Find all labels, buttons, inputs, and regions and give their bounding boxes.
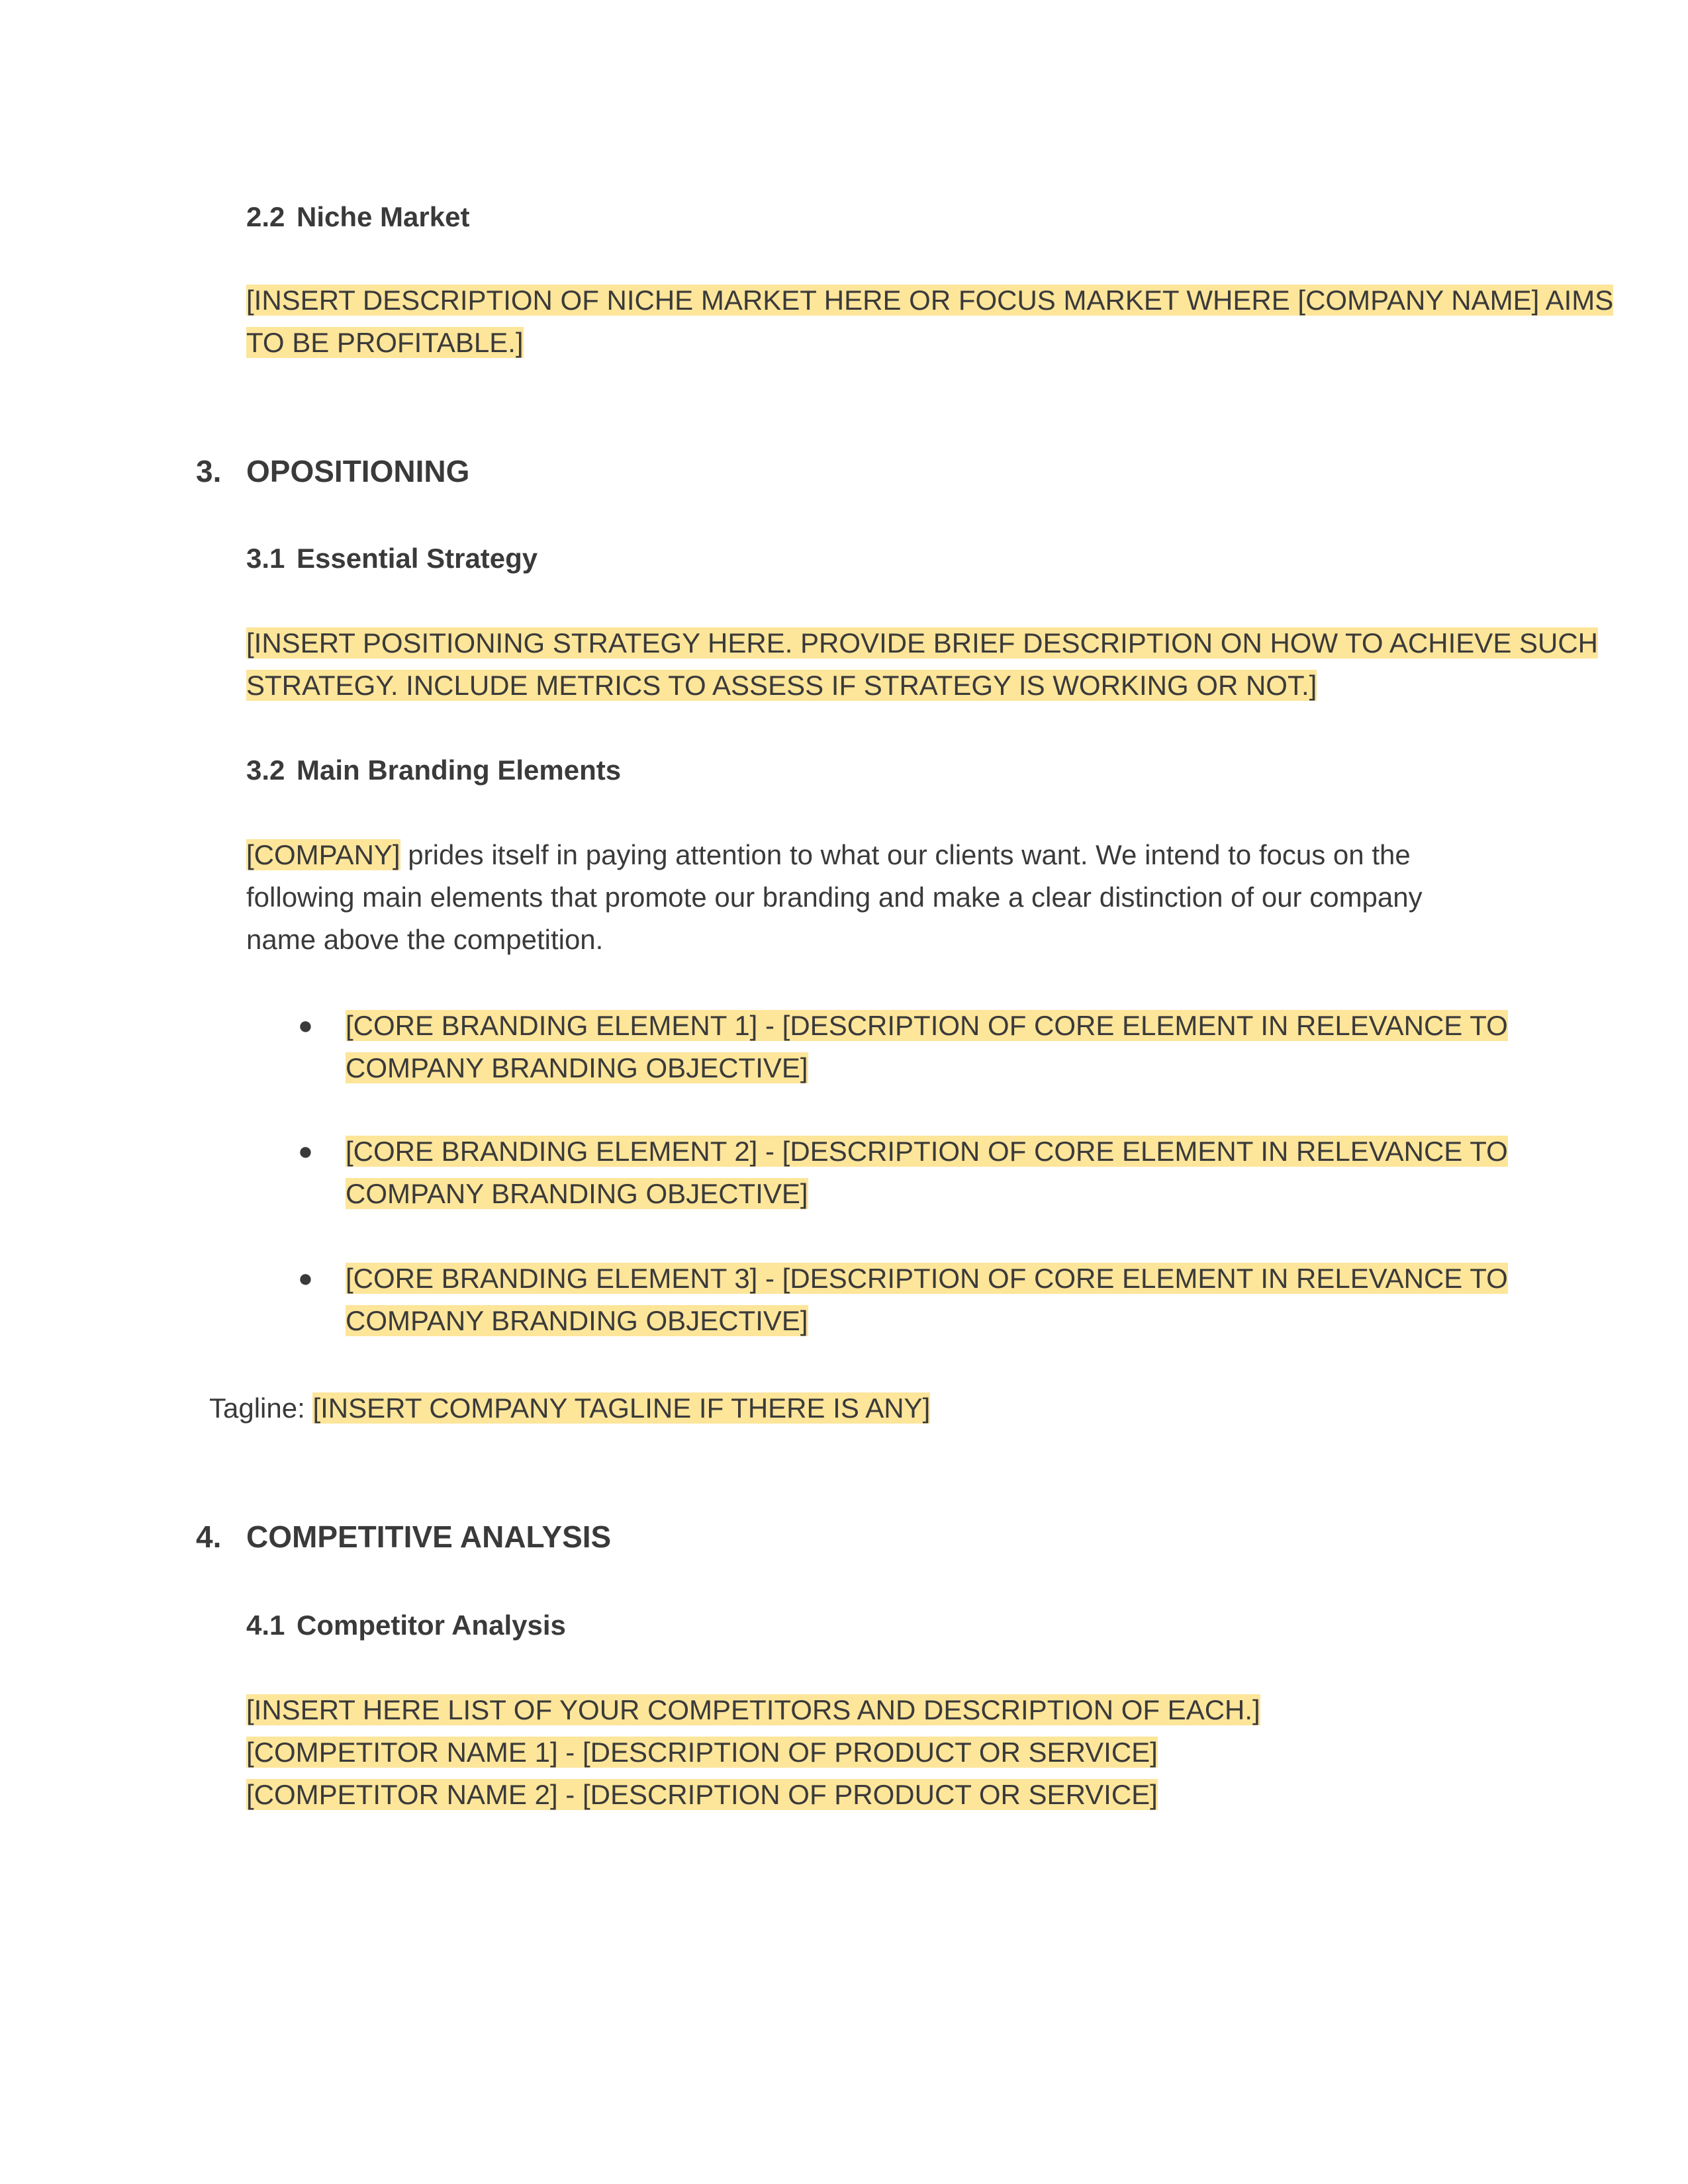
tagline-label: Tagline: bbox=[209, 1392, 313, 1424]
placeholder-text: [CORE BRANDING ELEMENT 3] - [DESCRIPTION OF CORE ELEMENT IN RELEVANCE TO bbox=[346, 1263, 1508, 1294]
section-title: OPOSITIONING bbox=[246, 454, 470, 488]
placeholder-text: STRATEGY. INCLUDE METRICS TO ASSESS IF STRATEGY IS WORKING OR NOT.] bbox=[246, 670, 1317, 701]
section-number: 3. bbox=[196, 454, 222, 488]
tagline-placeholder: [INSERT COMPANY TAGLINE IF THERE IS ANY] bbox=[312, 1392, 931, 1424]
competitor-list-placeholder bbox=[246, 1689, 1260, 1816]
subsection-number: 3.1 bbox=[246, 543, 285, 574]
subsection-heading-main-branding-elements bbox=[246, 749, 621, 792]
subsection-number: 4.1 bbox=[246, 1610, 285, 1641]
subsection-title: Essential Strategy bbox=[297, 543, 538, 574]
section-number: 4. bbox=[196, 1520, 222, 1554]
paragraph-text: prides itself in paying attention to what our clients want. We intend to focus on the bbox=[400, 839, 1411, 870]
essential-strategy-placeholder bbox=[246, 622, 1598, 707]
placeholder-text: COMPANY BRANDING OBJECTIVE] bbox=[346, 1052, 808, 1083]
bullet-icon: ● bbox=[298, 1012, 313, 1040]
placeholder-text: TO BE PROFITABLE.] bbox=[246, 327, 524, 358]
placeholder-text: [INSERT DESCRIPTION OF NICHE MARKET HERE OR FOCUS MARKET WHERE [COMPANY NAME] AIMS bbox=[246, 285, 1614, 316]
placeholder-text: [CORE BRANDING ELEMENT 1] - [DESCRIPTION OF CORE ELEMENT IN RELEVANCE TO bbox=[346, 1010, 1508, 1041]
subsection-number: 3.2 bbox=[246, 754, 285, 786]
section-heading-opositioning bbox=[196, 450, 470, 492]
placeholder-text: [CORE BRANDING ELEMENT 2] - [DESCRIPTION OF CORE ELEMENT IN RELEVANCE TO bbox=[346, 1136, 1508, 1167]
tagline-line bbox=[209, 1387, 930, 1430]
section-heading-competitive-analysis bbox=[196, 1516, 612, 1558]
subsection-heading-niche-market bbox=[246, 196, 469, 238]
section-title: COMPETITIVE ANALYSIS bbox=[246, 1520, 612, 1554]
subsection-heading-essential-strategy bbox=[246, 537, 538, 580]
subsection-title: Niche Market bbox=[297, 201, 470, 232]
placeholder-text: [INSERT HERE LIST OF YOUR COMPETITORS AND DESCRIPTION OF EACH.] bbox=[246, 1694, 1260, 1725]
subsection-title: Main Branding Elements bbox=[297, 754, 622, 786]
placeholder-text: COMPANY BRANDING OBJECTIVE] bbox=[346, 1178, 808, 1209]
subsection-title: Competitor Analysis bbox=[297, 1610, 566, 1641]
bullet-icon: ● bbox=[298, 1138, 313, 1165]
subsection-heading-competitor-analysis bbox=[246, 1604, 566, 1647]
subsection-number: 2.2 bbox=[246, 201, 285, 232]
placeholder-text: [COMPETITOR NAME 1] - [DESCRIPTION OF PRODUCT OR SERVICE] bbox=[246, 1737, 1158, 1768]
bullet-icon: ● bbox=[298, 1265, 313, 1293]
company-placeholder: [COMPANY] bbox=[246, 839, 400, 870]
placeholder-text: [INSERT POSITIONING STRATEGY HERE. PROVIDE BRIEF DESCRIPTION ON HOW TO ACHIEVE SUCH bbox=[246, 627, 1599, 659]
placeholder-text: [COMPETITOR NAME 2] - [DESCRIPTION OF PRODUCT OR SERVICE] bbox=[246, 1779, 1158, 1810]
placeholder-text: COMPANY BRANDING OBJECTIVE] bbox=[346, 1305, 808, 1336]
paragraph-text: name above the competition. bbox=[246, 924, 604, 955]
niche-market-placeholder bbox=[246, 279, 1613, 364]
branding-intro-paragraph bbox=[246, 834, 1423, 961]
paragraph-text: following main elements that promote our branding and make a clear distinction of our company bbox=[246, 882, 1423, 913]
